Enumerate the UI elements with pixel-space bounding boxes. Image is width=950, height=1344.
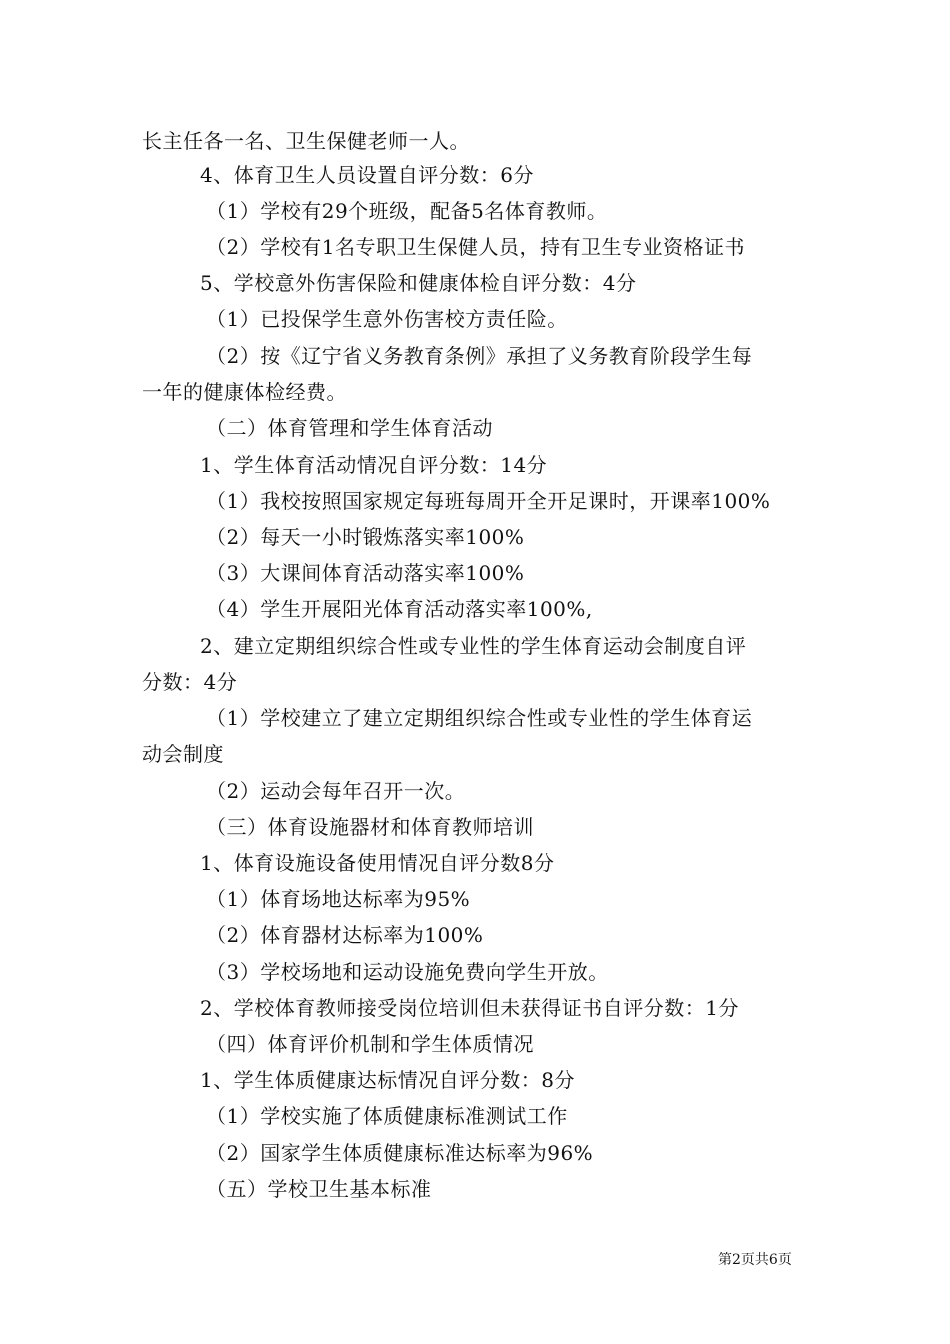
text-line: （2）体育器材达标率为100% bbox=[206, 923, 484, 947]
section-heading: （四）体育评价机制和学生体质情况 bbox=[206, 1032, 534, 1056]
text-line: （2）国家学生体质健康标准达标率为96% bbox=[206, 1141, 594, 1165]
text-line: （1）学校有29个班级，配备5名体育教师。 bbox=[206, 199, 608, 223]
text-line: （4）学生开展阳光体育活动落实率100%, bbox=[206, 597, 593, 621]
section-heading: （二）体育管理和学生体育活动 bbox=[206, 416, 493, 440]
text-line: （1）我校按照国家规定每班每周开全开足课时，开课率100% bbox=[206, 489, 771, 513]
text-line: 2、学校体育教师接受岗位培训但未获得证书自评分数：1分 bbox=[200, 996, 739, 1020]
text-line: 1、学生体育活动情况自评分数：14分 bbox=[200, 453, 548, 477]
text-line: （2）按《辽宁省义务教育条例》承担了义务教育阶段学生每 bbox=[206, 344, 753, 368]
page-number-footer: 第2页共6页 bbox=[718, 1252, 792, 1268]
text-line: 2、建立定期组织综合性或专业性的学生体育运动会制度自评 bbox=[200, 634, 747, 658]
text-line: 动会制度 bbox=[142, 742, 224, 766]
text-line: （1）体育场地达标率为95% bbox=[206, 887, 471, 911]
text-line: 4、体育卫生人员设置自评分数：6分 bbox=[200, 163, 534, 187]
text-line: （2）每天一小时锻炼落实率100% bbox=[206, 525, 525, 549]
text-line: （1）学校建立了建立定期组织综合性或专业性的学生体育运 bbox=[206, 706, 753, 730]
section-heading: （三）体育设施器材和体育教师培训 bbox=[206, 815, 534, 839]
text-line: （1）学校实施了体质健康标准测试工作 bbox=[206, 1104, 568, 1128]
text-line: （2）运动会每年召开一次。 bbox=[206, 779, 466, 803]
text-line: （3）学校场地和运动设施免费向学生开放。 bbox=[206, 960, 609, 984]
text-line: 分数：4分 bbox=[142, 670, 238, 694]
text-line: （1）已投保学生意外伤害校方责任险。 bbox=[206, 307, 568, 331]
text-line: 1、学生体质健康达标情况自评分数：8分 bbox=[200, 1068, 575, 1092]
text-line: 一年的健康体检经费。 bbox=[142, 380, 347, 404]
section-heading: （五）学校卫生基本标准 bbox=[206, 1177, 432, 1201]
text-line: （3）大课间体育活动落实率100% bbox=[206, 561, 525, 585]
text-line: 长主任各一名、卫生保健老师一人。 bbox=[142, 129, 470, 153]
text-line: 1、体育设施设备使用情况自评分数8分 bbox=[200, 851, 555, 875]
text-line: （2）学校有1名专职卫生保健人员，持有卫生专业资格证书 bbox=[206, 235, 745, 259]
text-line: 5、学校意外伤害保险和健康体检自评分数：4分 bbox=[200, 271, 637, 295]
